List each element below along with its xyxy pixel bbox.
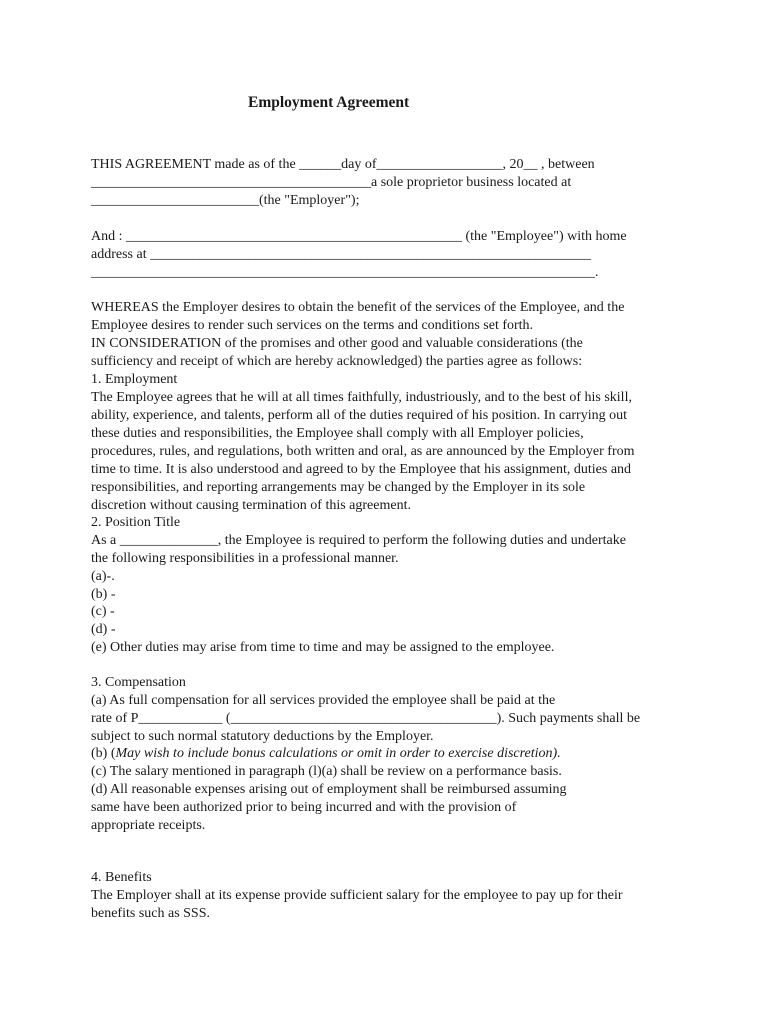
duty-item-d: (d) - (91, 622, 116, 637)
employee-address-line: address at _______________________________________________________________ (91, 247, 592, 262)
employment-paragraph-line: The Employee agrees that he will at all times faithfully, industriously, and to the best of his skill, (91, 390, 632, 405)
compensation-item-b-prefix: (b) ( (91, 746, 116, 761)
agreement-date-line: THIS AGREEMENT made as of the ______day of__________________, 20__ , between (91, 157, 595, 172)
section-1-heading: 1. Employment (91, 372, 178, 387)
employment-paragraph-line: time to time. It is also understood and agreed to by the Employee that his assignment, duties and (91, 462, 632, 477)
benefits-paragraph-line: benefits such as SSS. (91, 906, 210, 921)
position-paragraph-line: As a ______________, the Employee is required to perform the following duties and undertake (91, 533, 626, 548)
compensation-line: rate of P____________ (______________________________________). Such payments shall be (91, 711, 641, 726)
compensation-line: (a) As full compensation for all services provided the employee shall be paid at the (91, 693, 556, 708)
employee-name-line: And : ________________________________________________ (the "Employee") with home (91, 229, 627, 244)
duty-item-b: (b) - (91, 587, 116, 602)
duty-item-e: (e) Other duties may arise from time to time and may be assigned to the employee. (91, 640, 555, 655)
compensation-item-d: appropriate receipts. (91, 818, 206, 833)
section-3-heading: 3. Compensation (91, 675, 186, 690)
employment-paragraph-line: these duties and responsibilities, the Employee shall comply with all Employer policies, (91, 426, 584, 441)
employment-paragraph-line: ability, experience, and talents, perform all of the duties required of his position. In carrying out (91, 408, 627, 423)
compensation-item-c: (c) The salary mentioned in paragraph (l)(a) shall be review on a performance basis. (91, 764, 562, 779)
duty-item-c: (c) - (91, 604, 115, 619)
employment-paragraph-line: responsibilities, and reporting arrangements may be changed by the Employer in its sole (91, 480, 586, 495)
employment-paragraph-line: procedures, rules, and regulations, both written and oral, as are announced by the Employer from (91, 444, 635, 459)
whereas-line-2: Employee desires to render such services on the terms and conditions set forth. (91, 318, 534, 333)
section-4-heading: 4. Benefits (91, 870, 152, 885)
compensation-item-d: (d) All reasonable expenses arising out of employment shall be reimbursed assuming (91, 782, 567, 797)
employee-address-line-2: ________________________________________________________________________. (91, 265, 599, 280)
document-title: Employment Agreement (248, 94, 410, 111)
consideration-line-2: sufficiency and receipt of which are hereby acknowledged) the parties agree as follows: (91, 354, 583, 369)
compensation-item-b-note: May wish to include bonus calculations or omit in order to exercise discretion). (115, 746, 561, 761)
compensation-item-b (91, 745, 561, 763)
employer-business-line: ________________________________________a sole proprietor business located at (91, 175, 572, 190)
employer-location-line: ________________________(the "Employer"); (91, 193, 360, 208)
benefits-paragraph-line: The Employer shall at its expense provide sufficient salary for the employee to pay up for their (91, 888, 623, 903)
position-paragraph-line: the following responsibilities in a professional manner. (91, 551, 399, 566)
employment-paragraph-line: discretion without causing termination of this agreement. (91, 498, 411, 513)
section-2-heading: 2. Position Title (91, 515, 181, 530)
consideration-line-1: IN CONSIDERATION of the promises and other good and valuable considerations (the (91, 336, 583, 351)
duty-item-a: (a)-. (91, 569, 115, 584)
whereas-line-1: WHEREAS the Employer desires to obtain the benefit of the services of the Employee, and the (91, 300, 625, 315)
compensation-item-d: same have been authorized prior to being incurred and with the provision of (91, 800, 517, 815)
compensation-line: subject to such normal statutory deductions by the Employer. (91, 729, 434, 744)
